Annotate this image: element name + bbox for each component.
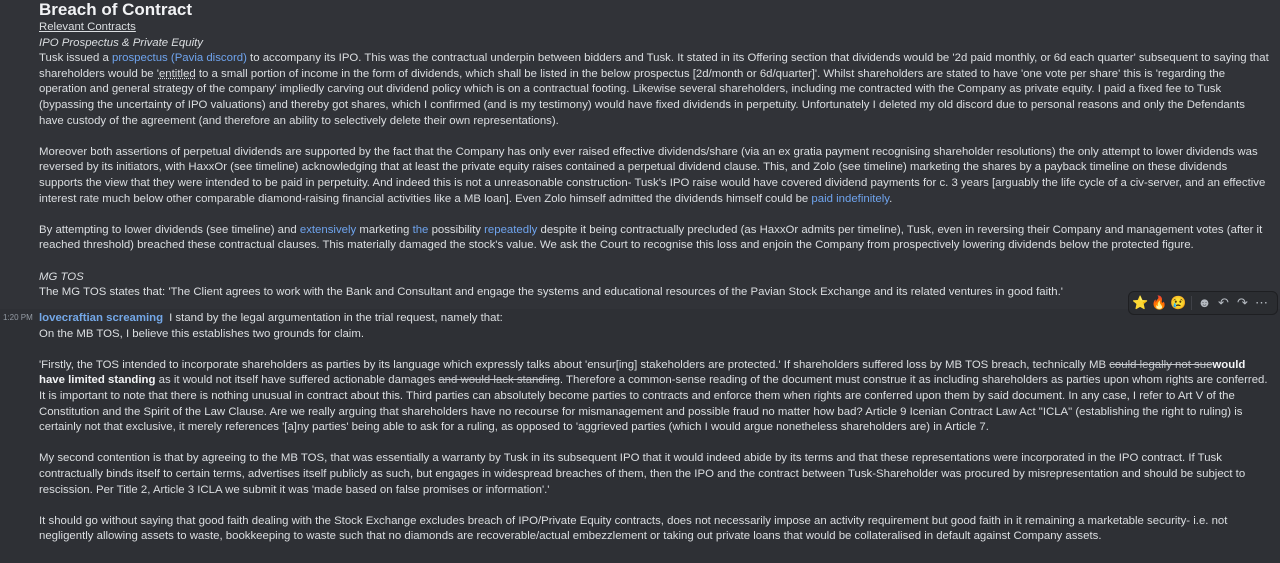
reply-first-line: lovecraftian screaming I stand by the legal argumentation in the trial request, namely that:: [39, 312, 503, 324]
reply-content: [39, 311, 1271, 545]
mg-tos-paragraph: The MG TOS states that: 'The Client agrees to work with the Bank and Consultant and engage the systems and educational resources of the Pavian Stock Exchange and its related ventures in good faith.': [39, 286, 1063, 299]
entitled-term: entitled: [158, 67, 196, 80]
perpetual-dividends-paragraph: Moreover both assertions of perpetual dividends are supported by the fact that the Company has only ever raised effective dividends/share (via an ex gratia payment recognising shareholder resolutions) the only attempt to lower dividends was reversed by its initiators, with HaxxOr (see timeline) acknowledging that at least the private equity raises contained a perpetual dividend clause. This, and Zolo (see timeline) marketing the shares by a payback timeline on these dividends supports the view that they were intended to be paid in perpetuity. And indeed this is not a unreasonable construction- Tusk's IPO raise would have covered dividend payments for c. 3 years [arguably the life cycle of a civ-server, and an effective interest rate much below other comparable diamond-raising financial activities like a MB loan]. Even Zolo himself admitted the dividends himself could be paid indefinitely.: [39, 145, 1266, 205]
message-content: [39, 0, 1271, 301]
post-title: Breach of Contract: [39, 0, 193, 19]
star-reaction-icon[interactable]: ⭐: [1132, 295, 1149, 310]
strikethrough-text: could legally not sue: [1109, 358, 1213, 371]
firstly-paragraph: 'Firstly, the TOS intended to incorporate shareholders as parties by its language which expressly talks about 'ensur[ing] stakeholders are protected.' If shareholders suffered loss by MB TOS breach, technically MB could legally not suewould have limited standing as it would not itself have suffered actionable damages and would lack standing. Therefore a common-sense reading of the document must construe it as including shareholders as parties upon whom rights are conferred. It is important to note that there is nothing unusual in contract about this. Third parties can absolutely become parties to contracts and enforce them when rights are conferred upon them by said document. In any case, I refer to Art V of the Constitution and the Spirit of the Law Clause. Are we really arguing that shareholders have no recourse for mismanagement and possible fraud no matter how bad? Article 9 Icenian Contract Law Act "ICLA" (establishing the right to ruling) is certainly not that exclusive, it merely references '[a]ny parties' being able to ask for a ruling, as opposed to 'aggrieved parties (which I would argue nonetheless shareholders are) in Article 7.: [39, 358, 1268, 434]
extensively-link[interactable]: extensively: [299, 223, 357, 236]
repeatedly-link[interactable]: repeatedly: [484, 223, 538, 236]
message-action-toolbar: [1128, 291, 1278, 315]
reply-line-2: On the MB TOS, I believe this establishes two grounds for claim.: [39, 327, 364, 340]
reply-icon[interactable]: ↶: [1218, 295, 1229, 310]
lowering-dividends-paragraph: By attempting to lower dividends (see timeline) and extensively marketing the possibility repeatedly despite it being contractually precluded (as HaxxOr admits per timeline), Tusk, even in reversing their Company and management votes (after it reached threshold) breached these contractual clauses. This materially damaged the stock's value. We ask the Court to recognise this loss and enjoin the Company from prospectively lowering dividends below the protected figure.: [39, 223, 1263, 252]
fire-reaction-icon[interactable]: 🔥: [1151, 295, 1168, 310]
good-faith-paragraph: It should go without saying that good faith dealing with the Stock Exchange excludes breach of IPO/Private Equity contracts, does not necessarily impose an activity requirement but good faith in it remaining a marketable security- i.e. not negligently allowing assets to waste, bookkeeping to waste such that no diamonds are recoverable/actual embezzlement or taking out private loans that would be collateralised in default against Company assets.: [39, 514, 1228, 543]
reply-message[interactable]: [0, 309, 1280, 563]
more-options-icon[interactable]: ⋯: [1255, 295, 1268, 310]
paid-indefinitely-link[interactable]: paid indefinitely: [811, 192, 890, 205]
bold-text: would have limited standing: [39, 358, 1246, 387]
ipo-heading: IPO Prospectus & Private Equity: [39, 36, 203, 49]
the-link[interactable]: the: [412, 223, 429, 236]
relevant-contracts-heading: Relevant Contracts: [39, 21, 136, 33]
ipo-paragraph: Tusk issued a prospectus (Pavia discord) to accompany its IPO. This was the contractual underpin between bidders and Tusk. It stated in its Offering section that dividends would be '2d paid monthly, or 6d each quarter' subsequent to saying that shareholders would be 'entitled to a small portion of income in the form of dividends, which shall be listed in the below prospectus [2d/month or 6d/quarter]'. Whilst shareholders are stated to have 'one vote per share' this is 'regarding the operation and general strategy of the company' impliedly carving out dividend policy which is on a contractual footing. Likewise several shareholders, including me contracted with the Company as private equity. I paid a fixed fee to Tusk (bypassing the uncertainty of IPO valuations) and thereby got shares, which I confirmed (and is my testimony) would have fixed dividends in perpetuity. Unfortunately I deleted my old discord due to personal reasons and only the Defendants have custody of the agreement (and therefore an ability to selectively delete their own representations).: [39, 52, 1269, 127]
strikethrough-text: and would lack standing: [438, 374, 560, 387]
forward-icon[interactable]: ↷: [1237, 295, 1248, 310]
sad-reaction-icon[interactable]: 😢: [1170, 295, 1187, 310]
add-reaction-icon[interactable]: ☻: [1197, 295, 1212, 310]
message-timestamp: 1:20 PM: [3, 313, 33, 322]
second-contention-paragraph: My second contention is that by agreeing to the MB TOS, that was essentially a warranty by Tusk in its subsequent IPO that it would indeed abide by its terms and that these representations were incorporated in the IPO contract. If Tusk contractually binds itself to certain terms, advertises itself publicly as such, but engages in widespread breaches of them, then the IPO and the contract between Tusk-Shareholder was procured by misrepresentation and should be subject to rescission. Per Title 2, Article 3 ICLA we submit it was 'made based on false promises or information'.': [39, 452, 1246, 496]
author-name[interactable]: lovecraftian screaming: [39, 312, 164, 324]
toolbar-divider: [1191, 296, 1192, 310]
prospectus-link[interactable]: prospectus (Pavia discord): [112, 52, 247, 65]
mg-tos-heading: MG TOS: [39, 270, 84, 283]
